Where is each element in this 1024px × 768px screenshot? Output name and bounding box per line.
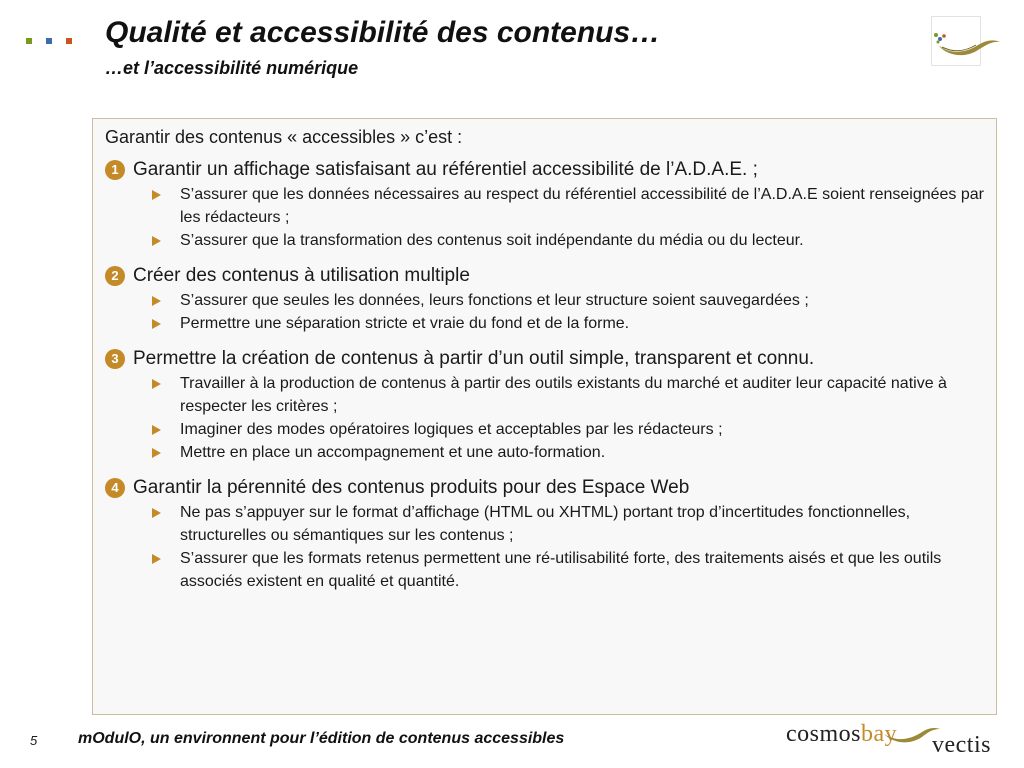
page-title: Qualité et accessibilité des contenus… <box>105 16 661 49</box>
list-item <box>152 229 984 252</box>
section-heading <box>105 347 984 371</box>
bullet-list <box>152 501 984 593</box>
section-heading-text: Garantir la pérennité des contenus produits pour des Espace Web <box>133 477 690 498</box>
list-item <box>152 183 984 229</box>
section-heading-text: Permettre la création de contenus à partir d’un outil simple, transparent et connu. <box>133 348 815 369</box>
numbered-circle-icon: 1 <box>105 160 125 180</box>
bullet-list <box>152 289 984 335</box>
triangle-arrow-icon <box>152 379 164 389</box>
numbered-circle-icon: 3 <box>105 349 125 369</box>
list-item <box>152 312 984 335</box>
logo-word-cosmosbay <box>786 721 897 748</box>
bullet-text: S’assurer que les données nécessaires au respect du référentiel accessibilité de l’A.D.A.E soient renseignées par les rédacteurs ; <box>180 186 984 226</box>
list-item <box>152 441 984 464</box>
list-item <box>152 547 984 593</box>
numbered-circle-icon: 2 <box>105 266 125 286</box>
triangle-arrow-icon <box>152 319 164 329</box>
bullet-list <box>152 372 984 464</box>
orange-square-icon <box>66 38 72 44</box>
logo-word-cosmos: cosmos <box>786 721 861 747</box>
logo-word-vectis: vectis <box>932 732 991 758</box>
footer-text: mOdulO, un environnent pour l’édition de contenus accessibles <box>78 730 565 747</box>
logo-word-bay: bay <box>861 721 898 747</box>
list-item <box>152 418 984 441</box>
section-2 <box>105 264 984 335</box>
section-3 <box>105 347 984 464</box>
section-heading-text: Garantir un affichage satisfaisant au référentiel accessibilité de l’A.D.A.E. ; <box>133 159 758 180</box>
bullet-text: Mettre en place un accompagnement et une auto-formation. <box>180 444 606 461</box>
bullet-text: Travailler à la production de contenus à partir des outils existants du marché et auditer leur capacité native à respecter les critères ; <box>180 375 947 415</box>
bullet-text: Permettre une séparation stricte et vraie du fond et de la forme. <box>180 315 630 332</box>
corner-logo <box>931 16 981 66</box>
section-heading-text: Créer des contenus à utilisation multiple <box>133 265 470 286</box>
section-heading <box>105 158 984 182</box>
bullet-text: S’assurer que seules les données, leurs fonctions et leur structure soient sauvegardées ; <box>180 292 809 309</box>
bullet-text: Ne pas s’appuyer sur le format d’affichage (HTML ou XHTML) portant trop d’incertitudes fonctionnelles, structurelles ou sémantiques sur les contenus ; <box>180 504 911 544</box>
section-4 <box>105 476 984 593</box>
blue-square-icon <box>46 38 52 44</box>
bullet-list <box>152 183 984 252</box>
list-item <box>152 289 984 312</box>
bullet-text: S’assurer que la transformation des contenus soit indépendante du média ou du lecteur. <box>180 232 804 249</box>
triangle-arrow-icon <box>152 448 164 458</box>
cosmosbay-vectis-logo <box>786 718 998 762</box>
triangle-arrow-icon <box>152 425 164 435</box>
intro-text: Garantir des contenus « accessibles » c’est : <box>105 127 463 147</box>
header-decoration-dots <box>26 38 72 44</box>
triangle-arrow-icon <box>152 554 164 564</box>
bullet-text: S’assurer que les formats retenus permettent une ré-utilisabilité forte, des traitements aisés et que les outils associés existent en qualité et quantité. <box>180 550 942 590</box>
list-item <box>152 372 984 418</box>
triangle-arrow-icon <box>152 236 164 246</box>
list-item <box>152 501 984 547</box>
swoosh-logo-icon <box>932 17 1002 67</box>
section-1 <box>105 158 984 252</box>
page-number: 5 <box>30 733 38 748</box>
section-heading <box>105 264 984 288</box>
triangle-arrow-icon <box>152 508 164 518</box>
triangle-arrow-icon <box>152 190 164 200</box>
content-box <box>92 118 997 715</box>
triangle-arrow-icon <box>152 296 164 306</box>
page-subtitle: …et l’accessibilité numérique <box>105 58 359 78</box>
numbered-circle-icon: 4 <box>105 478 125 498</box>
bullet-text: Imaginer des modes opératoires logiques et acceptables par les rédacteurs ; <box>180 421 723 438</box>
green-square-icon <box>26 38 32 44</box>
section-heading <box>105 476 984 500</box>
